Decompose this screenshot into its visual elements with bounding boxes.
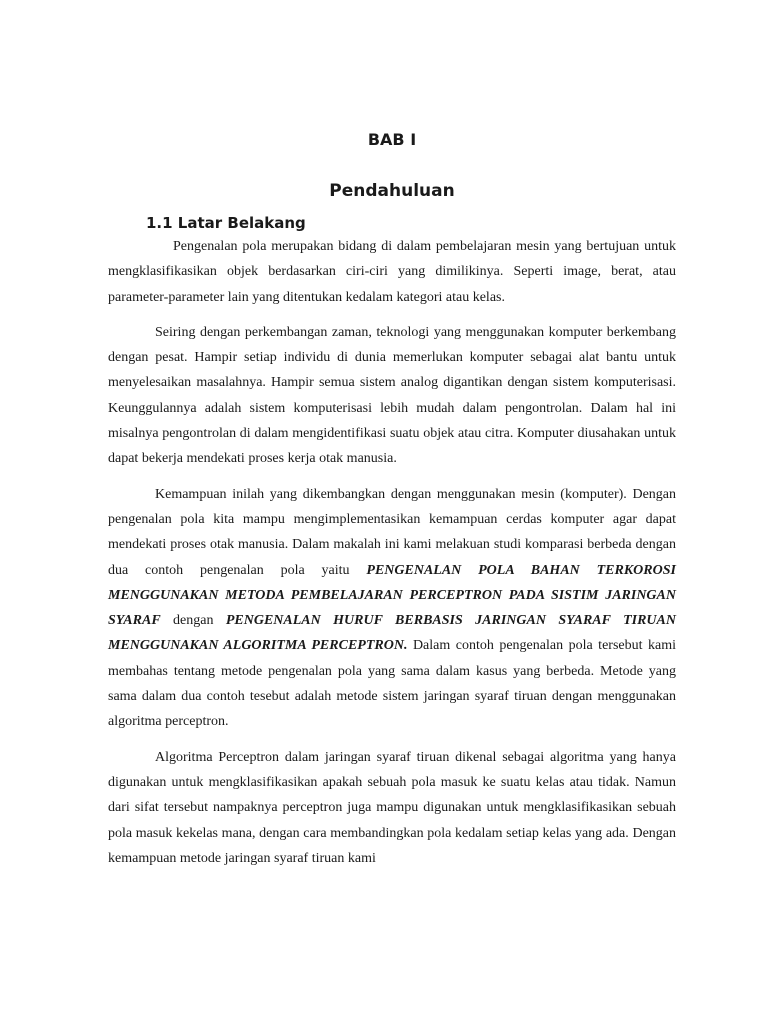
chapter-title: Pendahuluan [329, 181, 455, 201]
body-text [108, 234, 676, 881]
paragraph-3-text-c: Dalam contoh pengenalan pola tersebut kami membahas tentang metode pengenalan pola yang sama dalam kasus yang berbeda. Metode yang sama dalam dua contoh tesebut adalah metode sistem jaringan syaraf tiruan dengan menggunakan algoritma perceptron. [108, 638, 676, 730]
paragraph-4: Algoritma Perceptron dalam jaringan syaraf tiruan dikenal sebagai algoritma yang hanya digunakan untuk mengklasifikasikan apakah sebuah pola masuk ke suatu kelas atau tidak. Namun dari sifat tersebut nampaknya perceptron juga mampu digunakan untuk mengklasifikasikan sebuah pola masuk kekelas mana, dengan cara membandingkan pola kedalam setiap kelas yang ada. Dengan kemampuan metode jaringan syaraf tiruan kami [108, 749, 676, 866]
paragraph-3-emphasis-a: PENGENALAN POLA BAHAN TERKOROSI MENGGUNAKAN METODA PEMBELAJARAN PERCEPTRON PADA SISTIM JARINGAN SYARAF [108, 562, 676, 629]
paragraph-1: Pengenalan pola merupakan bidang di dalam pembelajaran mesin yang bertujuan untuk mengklasifikasikan objek berdasarkan ciri-ciri yang dimilikinya. Seperti image, berat, atau parameter-parameter lain yang ditentukan kedalam kategori atau kelas. [108, 239, 676, 305]
paragraph-3-text-b: dengan [160, 613, 226, 629]
paragraph-3 [108, 482, 676, 735]
paragraph-3-text-a: Kemampuan inilah yang dikembangkan dengan menggunakan mesin (komputer). Dengan pengenalan pola kita mampu mengimplementasikan kemampuan cerdas komputer agar dapat mendekati proses otak manusia. Dalam makalah ini kami melakuan studi komparasi berbeda dengan dua contoh pengenalan pola yaitu [108, 486, 676, 578]
section-heading: 1.1 Latar Belakang [146, 214, 306, 232]
paragraph-2: Seiring dengan perkembangan zaman, teknologi yang menggunakan komputer berkembang dengan pesat. Hampir setiap individu di dunia memerlukan komputer sebagai alat bantu untuk menyelesaikan masalahnya. Hampir semua sistem analog digantikan dengan sistem komputerisasi. Keunggulannya adalah sistem komputerisasi lebih mudah dalam pengontrolan. Dalam hal ini misalnya pengontrolan di dalam mengidentifikasi suatu objek atau citra. Komputer diusahakan untuk dapat bekerja mendekati proses kerja otak manusia. [108, 324, 676, 467]
chapter-label: BAB I [367, 130, 417, 149]
paragraph-3-emphasis-b: PENGENALAN HURUF BERBASIS JARINGAN SYARAF TIRUAN MENGGUNAKAN ALGORITMA PERCEPTRON. [108, 613, 676, 654]
